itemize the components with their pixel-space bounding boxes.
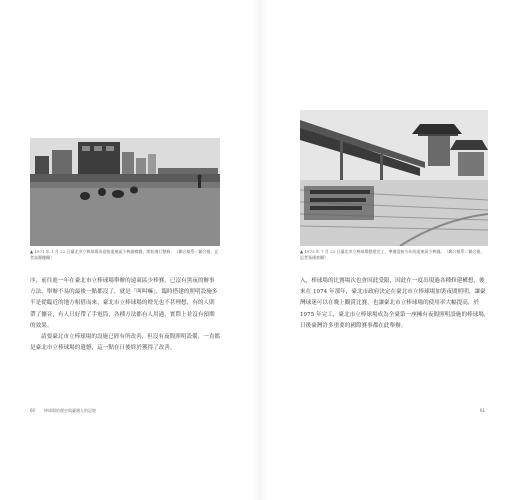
paragraph: 序，前往進一年在臺北市立棒球場舉辦的遠東區少棒賽，已沒有黑夜的辦事方法，舉辦不易的最後一點都沒了，就是「叫叫嘛」，臨時搭建的照明設施多半是從臨近的地方租借而來，臺北市立棒球場的燈光也不甚理想，有的人則帶了擴音，有人只好帶了手電筒，各種方法都有人用過，實際上並沒有預期的效果。 [30,278,218,329]
right-page [260,0,520,500]
page-number: 61 [480,408,486,413]
stadium-construction-photo [30,138,220,246]
page-number: 60 [30,408,36,413]
stadium-grandstand-photo [300,110,488,246]
stadium-grandstand-image [300,110,488,246]
stadium-construction-image [30,138,220,246]
photo-caption: ▲ 1971 年 1 月 22 日臺北市立棒球場為迎接遠東區少棒錦標賽，開始進行整修。（聯合報系／聯合報，記者高鳳樓攝） [30,249,219,260]
right-body-text [300,276,490,332]
left-body-text [30,276,220,354]
paragraph: 請要臺北市立棒球場的設施已經有所改善，但沒有夜間照明設備，一直都是臺北市立棒球場的遺憾，這一點在日後終於獲得了改善。 [30,334,221,352]
running-title: 棒球場的歷史與臺灣人的記憶 [44,408,96,413]
paragraph: 入，棒球場的比賽場次也會因此受限，因此在一度出現過各種修建構想，後來在 1974 年那年，臺北市政府決定在臺北市立棒球場加裝夜間照明，讓臺灣球迷可以在晚上觀賞比賽，也讓臺北市立棒球場的使用率大幅提高，於 1975 年完工，臺北市立棒球場成為全臺第一座擁有夜間照明設施的棒球場，日後臺灣許多重要的國際賽事都在此舉辦。 [300,278,490,329]
photo-caption: ▲ 1973 年 7 月 23 日臺北市立棒球場整建完工，準備迎接今年的遠東區少棒賽。（聯合報系／聯合報，記者張國豪攝） [300,249,485,260]
